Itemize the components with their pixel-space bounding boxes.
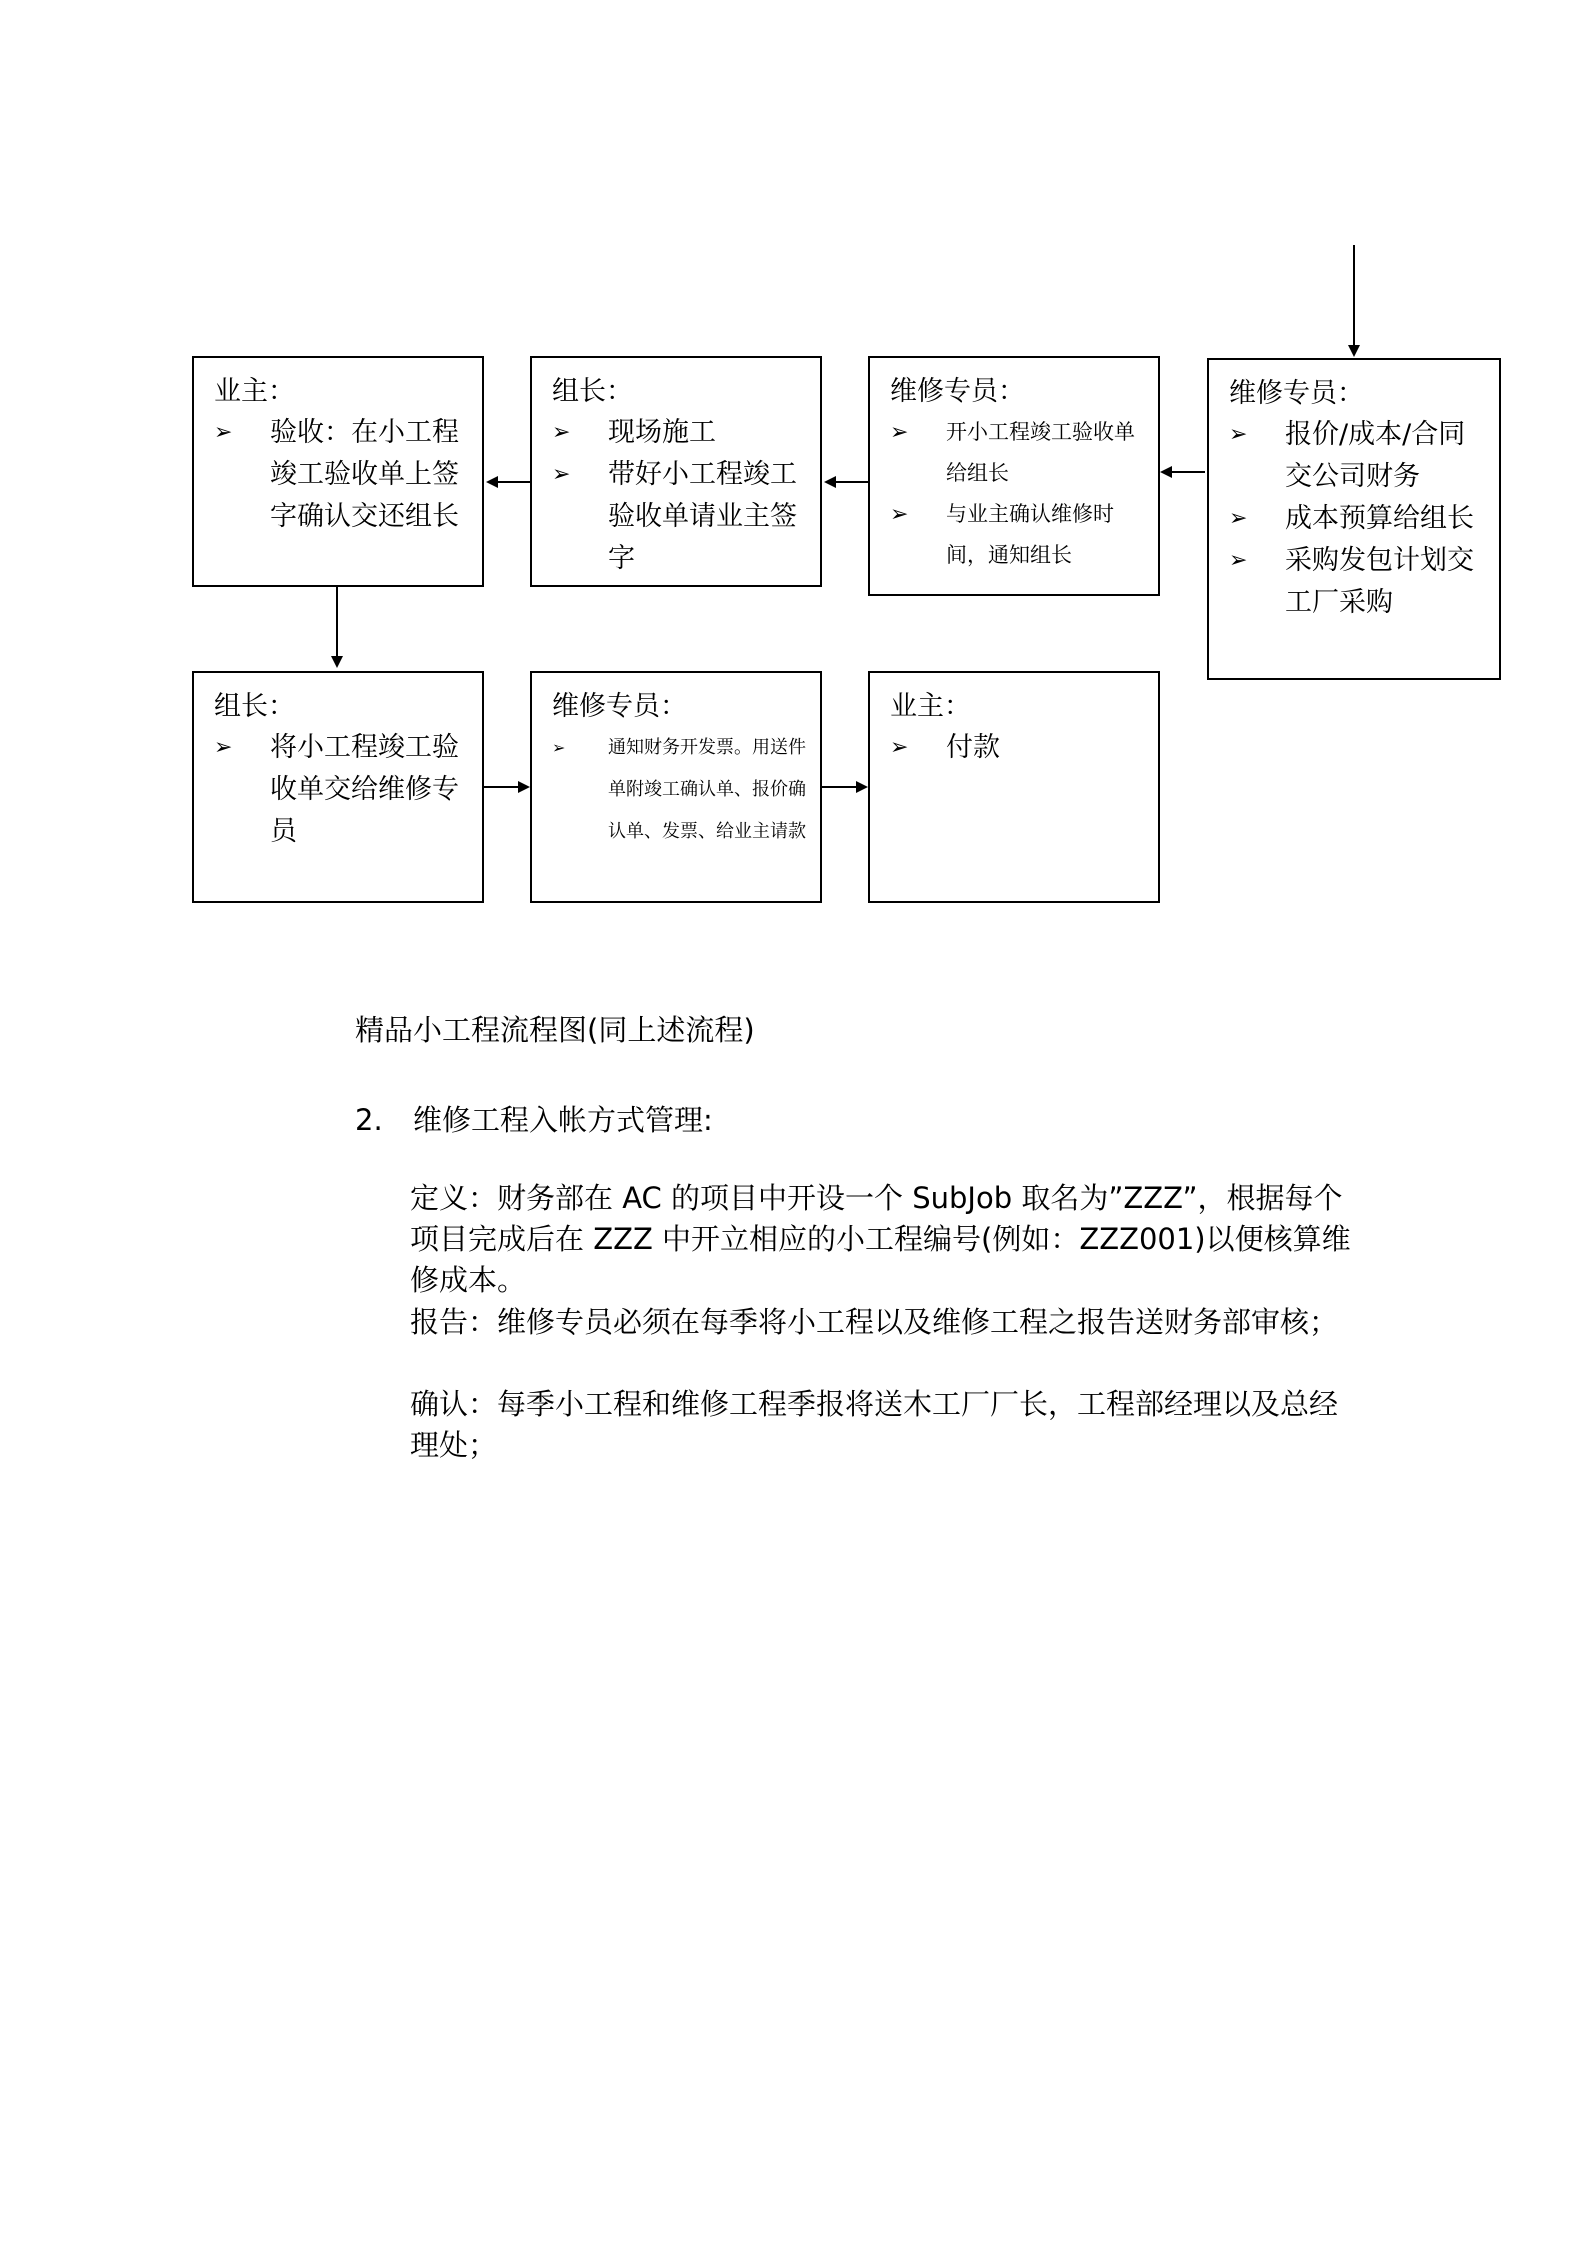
arrow-bullet-icon: ➢ xyxy=(552,462,571,487)
arrow-bullet-icon: ➢ xyxy=(552,738,566,757)
arrow-bullet-icon: ➢ xyxy=(214,420,233,445)
list-item: ➢ 开小工程竣工验收单给组长 xyxy=(890,412,1146,494)
arrow-bullet-icon: ➢ xyxy=(1229,548,1248,573)
arrow-bullet-icon: ➢ xyxy=(214,735,233,760)
list-item: ➢ 成本预算给组长 xyxy=(1229,498,1487,540)
arrow-bullet-icon: ➢ xyxy=(1229,506,1248,531)
section-title: 维修工程入帐方式管理: xyxy=(413,1103,713,1137)
paragraph-report: 报告：维修专员必须在每季将小工程以及维修工程之报告送财务部审核； xyxy=(410,1305,1339,1339)
flow-box-specialist-quote xyxy=(1207,358,1501,680)
list-item: ➢ 报价/成本/合同交公司财务 xyxy=(1229,414,1487,498)
box-role: 维修专员： xyxy=(890,376,1025,407)
flow-box-leader-construct xyxy=(530,356,822,587)
list-item: ➢ 采购发包计划交工厂采购 xyxy=(1229,540,1487,624)
list-item: ➢ 现场施工 xyxy=(552,412,808,454)
flow-box-owner-pay xyxy=(868,671,1160,903)
arrow-bullet-icon: ➢ xyxy=(1229,422,1248,447)
box-role: 维修专员： xyxy=(552,691,687,722)
box-role: 业主： xyxy=(890,691,971,722)
flow-box-specialist-invoice xyxy=(530,671,822,903)
flow-box-leader-handover xyxy=(192,671,484,903)
arrow-bullet-icon: ➢ xyxy=(890,502,909,527)
list-item: ➢ 付款 xyxy=(890,727,1146,769)
box-role: 业主： xyxy=(214,376,295,407)
list-item: ➢ 将小工程竣工验收单交给维修专员 xyxy=(214,727,470,853)
flow-box-owner-accept xyxy=(192,356,484,587)
section-number: 2. xyxy=(355,1103,383,1137)
arrow-bullet-icon: ➢ xyxy=(890,735,909,760)
flow-box-specialist-open xyxy=(868,356,1160,596)
paragraph-definition: 定义：财务部在 AC 的项目中开设一个 SubJob 取名为”ZZZ”，根据每个项目完成后在 ZZZ 中开立相应的小工程编号(例如：ZZZ001)以便核算维修成本。 xyxy=(410,1181,1351,1297)
box-role: 组长： xyxy=(214,691,295,722)
list-item: ➢ 带好小工程竣工验收单请业主签字 xyxy=(552,454,808,580)
arrow-bullet-icon: ➢ xyxy=(552,420,571,445)
paragraph-confirm: 确认：每季小工程和维修工程季报将送木工厂厂长，工程部经理以及总经理处； xyxy=(410,1387,1339,1462)
box-role: 维修专员： xyxy=(1229,378,1364,409)
list-item: ➢ 验收：在小工程竣工验收单上签字确认交还组长 xyxy=(214,412,470,538)
flowchart-caption: 精品小工程流程图(同上述流程) xyxy=(355,1013,755,1047)
arrow-bullet-icon: ➢ xyxy=(890,420,909,445)
box-role: 组长： xyxy=(552,376,633,407)
list-item: ➢ 通知财务开发票。用送件单附竣工确认单、报价确认单、发票、给业主请款 xyxy=(552,727,808,853)
list-item: ➢ 与业主确认维修时间，通知组长 xyxy=(890,494,1146,576)
